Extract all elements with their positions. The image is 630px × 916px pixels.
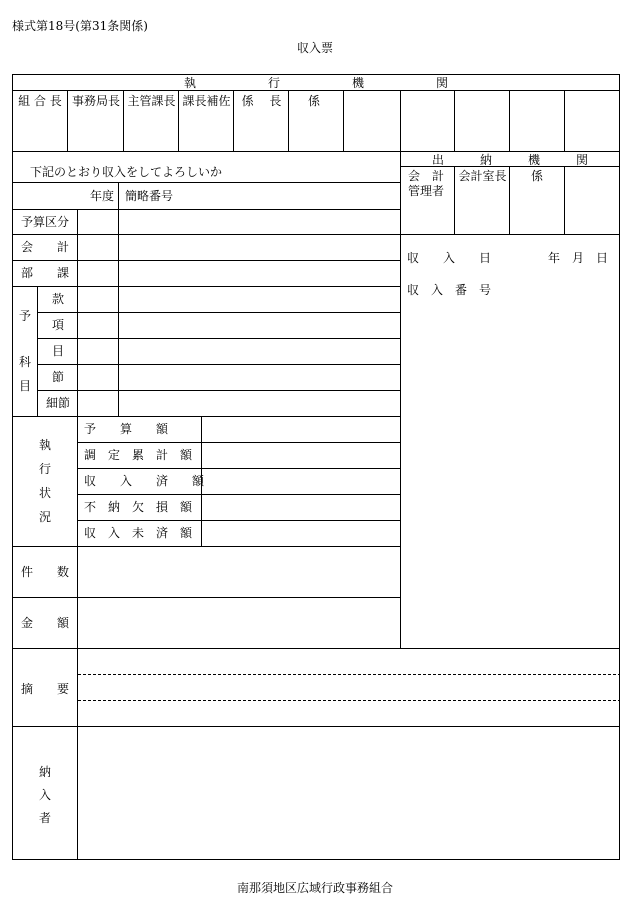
receipt-date-units: 年 月 日: [548, 251, 609, 265]
subject-setsu: 節: [51, 370, 64, 384]
status-assessed-total: 調 定 累 計 額: [84, 448, 193, 462]
subject-saisetsu: 細節: [45, 396, 70, 410]
form-number-label: 様式第18号(第31条関係): [12, 19, 148, 33]
fiscal-year-label: 年度: [90, 189, 115, 203]
role-accounting-staff: 係: [531, 169, 544, 183]
role-deputy-chief: 課長補佐: [182, 94, 231, 108]
subject-kou: 項: [51, 318, 64, 332]
department-label: 部 課: [20, 266, 69, 280]
role-accounting-manager: 会 計 管理者: [408, 169, 445, 198]
role-section-chief: 主管課長: [127, 94, 176, 108]
subject-kan: 款: [51, 292, 64, 306]
subject-moku: 目: [51, 344, 64, 358]
payer-char-2: 入: [38, 788, 51, 802]
status-received-amount: 収 入 済 額: [84, 474, 205, 488]
payer-char-3: 者: [38, 811, 51, 825]
role-union-head: 組 合 長: [18, 94, 62, 108]
count-label: 件 数: [20, 565, 69, 579]
role-accounting-office-head: 会計室長: [458, 169, 507, 183]
disbursement-org-title: 出 納 機 関: [431, 153, 588, 167]
approval-statement: 下記のとおり収入をしてよろしいか: [30, 165, 223, 179]
form-title: 収入票: [296, 41, 333, 55]
status-group-char-1: 執: [38, 438, 51, 452]
payer-char-1: 納: [38, 765, 51, 779]
role-secretariat-head: 事務局長: [71, 94, 120, 108]
receipt-date-label: 収 入 日: [407, 251, 492, 265]
role-subsection-chief: 係 長: [241, 94, 282, 108]
subject-group-char-3: 目: [18, 379, 31, 393]
accounting-label: 会 計: [20, 240, 69, 254]
status-uncollectible-amount: 不 納 欠 損 額: [84, 500, 193, 514]
status-group-char-3: 状: [38, 486, 51, 500]
subject-group-char-1: 予: [18, 309, 31, 323]
abbrev-number-label: 簡略番号: [125, 189, 174, 203]
status-unreceived-amount: 収 入 未 済 額: [84, 526, 193, 540]
status-group-char-2: 行: [38, 462, 51, 476]
execution-org-title: 執 行 機 関: [183, 76, 448, 90]
subject-group-char-2: 科: [18, 355, 31, 369]
status-budget-amount: 予 算 額: [84, 422, 169, 436]
organization-footer: 南那須地区広域行政事務組合: [236, 881, 393, 895]
budget-class-label: 予算区分: [20, 215, 69, 229]
role-staff: 係: [308, 94, 321, 108]
receipt-number-label: 収 入 番 号: [407, 283, 492, 297]
summary-label: 摘 要: [20, 682, 69, 696]
status-group-char-4: 況: [38, 510, 51, 524]
amount-label: 金 額: [20, 616, 69, 630]
